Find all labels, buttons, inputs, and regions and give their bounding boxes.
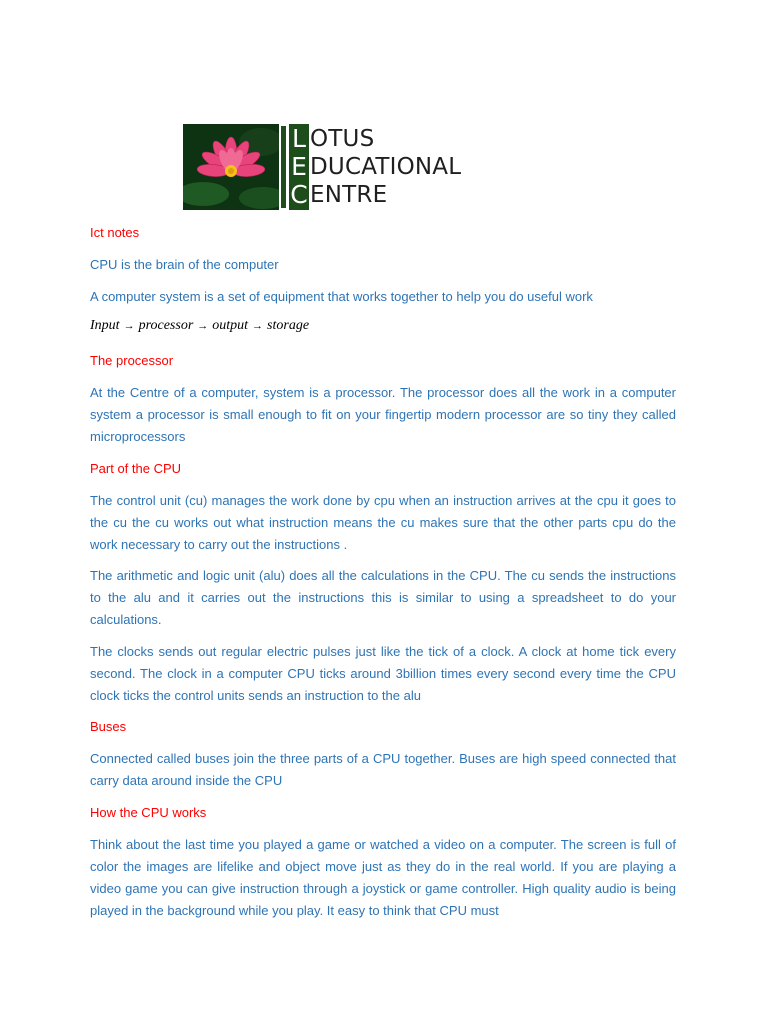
- formula-term-input: Input: [90, 318, 120, 333]
- heading-buses: Buses: [90, 719, 127, 734]
- logo-divider: [281, 126, 286, 208]
- formula-term-storage: storage: [267, 318, 310, 333]
- formula-term-processor: processor: [138, 318, 194, 333]
- logo-initial-c: C: [290, 180, 308, 209]
- lotus-flower-image: [183, 124, 279, 210]
- logo-initial-l: L: [292, 124, 306, 153]
- paragraph-processor: At the Centre of a computer, system is a processor. The processor does all the work in a computer system a processor is small enough to fit on your fingertip modern processor are so tiny they called microprocessors: [90, 385, 676, 444]
- logo-word-otus: OTUS: [310, 126, 375, 152]
- formula-term-output: output: [212, 318, 249, 333]
- paragraph-alu: The arithmetic and logic unit (alu) does all the calculations in the CPU. The cu sends the instructions to the alu and it carries out the instructions this is similar to using a spreadsheet to do your calculations.: [90, 568, 676, 627]
- paragraph-how-cpu-works: Think about the last time you played a game or watched a video on a computer. The screen is full of color the images are lifelike and object move just as they do in the real world. If you are playing a video game you can give instruction through a joystick or game controller. High quality audio is being played in the background while you play. It easy to think that CPU must: [90, 837, 676, 918]
- intro-cpu-brain: CPU is the brain of the computer: [90, 257, 279, 272]
- paragraph-control-unit: The control unit (cu) manages the work done by cpu when an instruction arrives at the cpu it goes to the cu the cu works out what instruction means the cu makes sure that the other parts cpu do the work necessary to carry out the instructions .: [90, 493, 676, 552]
- io-formula: [90, 318, 309, 334]
- heading-how-cpu-works: How the CPU works: [90, 805, 207, 820]
- paragraph-clocks: The clocks sends out regular electric pulses just like the tick of a clock. A clock at home tick every second. The clock in a computer CPU ticks around 3billion times every second every time the CPU clock ticks the control units sends an instruction to the alu: [90, 644, 676, 703]
- intro-computer-system: A computer system is a set of equipment that works together to help you do useful work: [90, 289, 593, 304]
- logo-word-educational: DUCATIONAL: [310, 154, 462, 180]
- formula-arrow-3: →: [252, 320, 264, 332]
- logo-word-entre: ENTRE: [310, 182, 388, 208]
- lotus-flower-icon: [183, 124, 279, 210]
- formula-arrow-2: →: [197, 320, 209, 332]
- logo-initials: [289, 124, 309, 210]
- heading-the-processor: The processor: [90, 353, 174, 368]
- logo-initial-e: E: [291, 152, 307, 181]
- formula-arrow-1: →: [123, 320, 135, 332]
- heading-part-of-cpu: Part of the CPU: [90, 461, 182, 476]
- lotus-educational-centre-logo: [183, 124, 473, 210]
- paragraph-buses: Connected called buses join the three parts of a CPU together. Buses are high speed connected that carry data around inside the CPU: [90, 751, 676, 788]
- heading-ict-notes: Ict notes: [90, 225, 140, 240]
